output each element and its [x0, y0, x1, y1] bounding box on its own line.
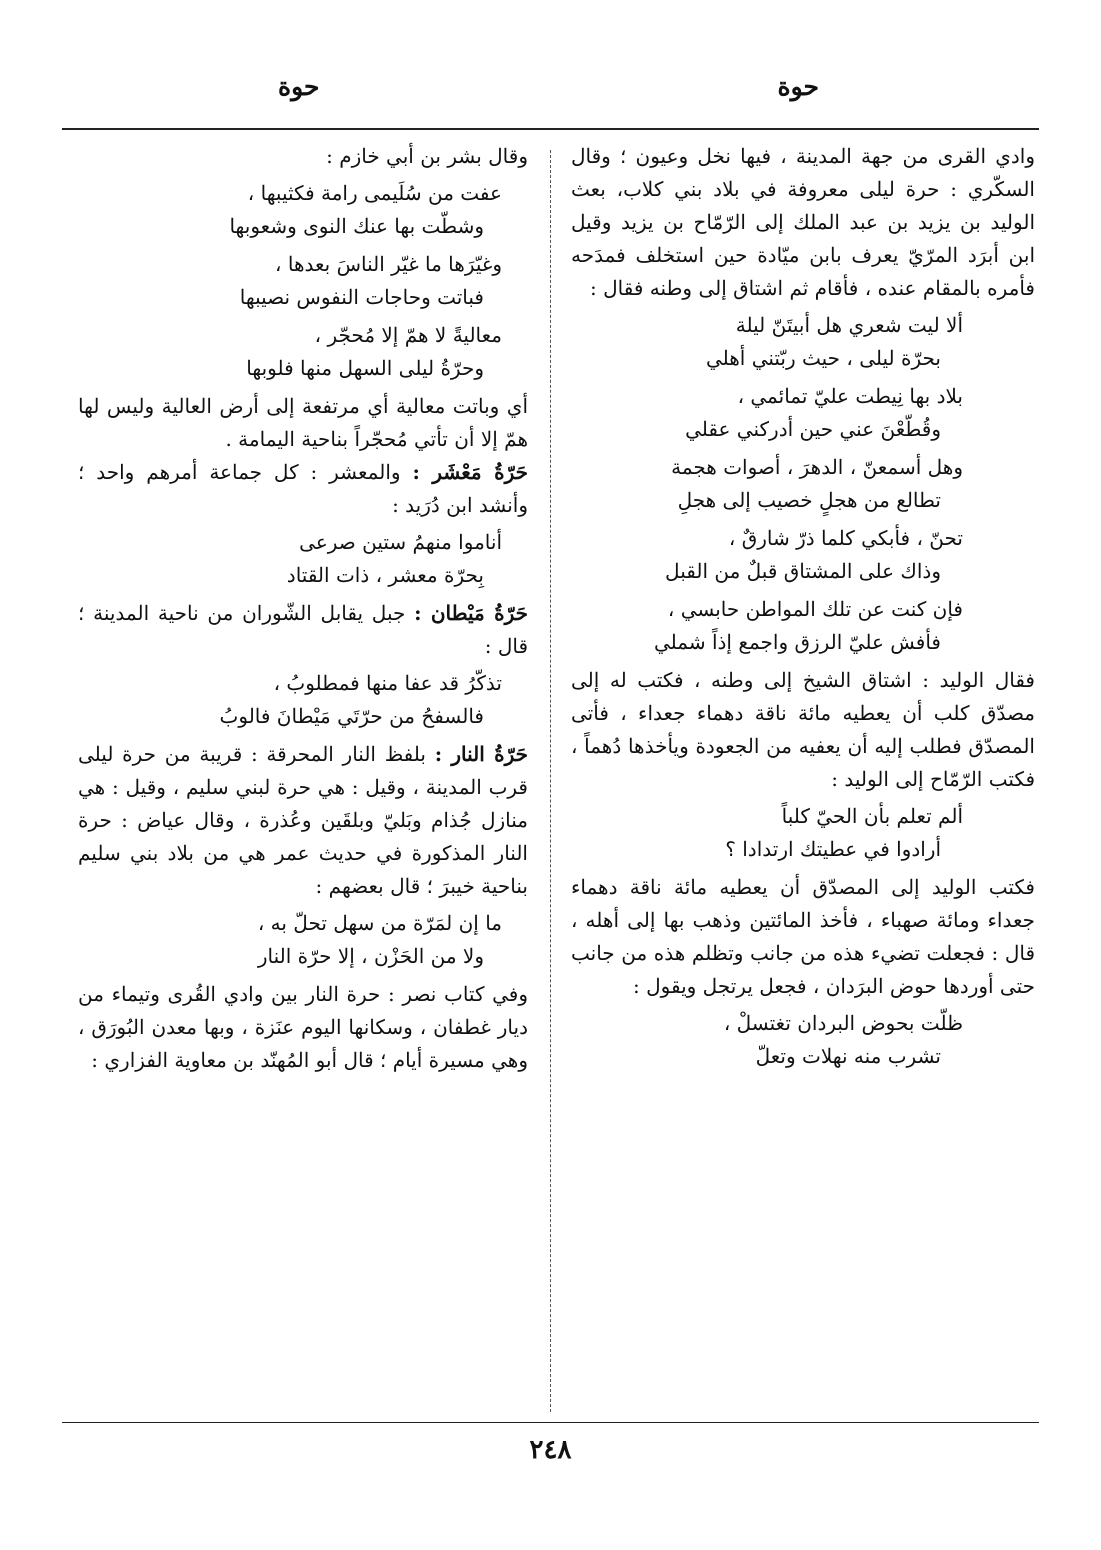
verse-line: تطالع من هجلٍ خصيب إلى هجلِ — [677, 488, 941, 512]
verse-line: عفت من سُلَيمى رامة فكثيبها ، — [247, 181, 502, 205]
paragraph: وادي القرى من جهة المدينة ، فيها نخل وعيون ؛ وقال السكّري : حرة ليلى معروفة في بلاد بني كلاب، بعث الوليد بن يزيد بن عبد الملك إلى الرّمّاح بن يزيد وقيل ابن أبرَد المرّيّ يعرف بابن ميّادة حين استخلف فمدَحه فأمره بالمقام عنده ، فأقام ثم اشتاق إلى وطنه فقال : — [571, 144, 1035, 300]
paragraph: فقال الوليد : اشتاق الشيخ إلى وطنه ، فكتب له إلى مصدّق كلب أن يعطيه مائة ناقة دهماء جعداء ، فأتى المصدّق فطلب إليه أن يعفيه من الجعودة ويأخذها دُهماً ، فكتب الرّمّاح إلى الوليد : — [571, 668, 1035, 791]
verse-line: تحنّ ، فأبكي كلما ذرّ شارقٌ ، — [728, 526, 963, 550]
verse-line: ألا ليت شعري هل أبيتَنّ ليلة — [735, 313, 963, 337]
poem — [571, 593, 1035, 659]
verse-line: تشرب منه نهلات وتعلّ — [755, 1044, 941, 1068]
verse-line: فإن كنت عن تلك المواطن حابسي ، — [667, 597, 963, 621]
paragraph: وفي كتاب نصر : حرة النار بين وادي القُرى وتيماء من ديار غطفان ، وسكانها اليوم عنَزة ، وبها معدن البُورَق ، وهي مسيرة أيام ؛ قال أبو المُهنّد بن معاوية الفزاري : — [78, 982, 528, 1072]
poem — [571, 1007, 1035, 1073]
column-divider — [550, 150, 551, 1412]
verse-line: ولا من الحَزْن ، إلا حرّة النار — [257, 944, 484, 968]
poem — [571, 522, 1035, 588]
verse-line: بلاد بها نِيطت عليّ تمائمي ، — [737, 384, 963, 408]
poem — [78, 248, 528, 314]
verse-line: تذكّرُ قد عفا منها فمطلوبُ ، — [273, 671, 502, 695]
footer-rule — [62, 1422, 1039, 1423]
paragraph: أي وباتت معالية أي مرتفعة إلى أرض العالية وليس لها همّ إلا أن تأتي مُحجّراً بناحية اليمامة . — [78, 394, 528, 451]
verse-line: وهل أسمعنّ ، الدهرَ ، أصوات هجمة — [671, 455, 963, 479]
page-number: ٢٤٨ — [529, 1435, 572, 1465]
running-header-left: حوة — [278, 72, 320, 101]
poem — [571, 451, 1035, 517]
verse-line: ما إن لمَرّة من سهل تحلّ به ، — [257, 911, 502, 935]
verse-line: فالسفحُ من حرّتَي مَيْطانَ فالوبُ — [219, 704, 484, 728]
verse-line: ألم تعلم بأن الحيّ كلباً — [781, 804, 963, 828]
verse-line: فباتت وحاجات النفوس نصيبها — [239, 285, 484, 309]
poem — [571, 800, 1035, 866]
entry-paragraph — [78, 456, 528, 522]
entry-text: جبل يقابل الشّوران من ناحية المدينة ؛ قال : — [78, 601, 528, 658]
entry-headword: حَرّةُ النار : — [434, 742, 529, 766]
entry-headword: حَرّةُ مَعْشَر : — [412, 460, 529, 484]
verse-line: وذاك على المشتاق قبلٌ من القبل — [665, 559, 941, 583]
verse-line: أرادوا في عطيتك ارتدادا ؟ — [725, 837, 941, 861]
entry-paragraph — [78, 597, 528, 663]
paragraph: فكتب الوليد إلى المصدّق أن يعطيه مائة ناقة دهماء جعداء ومائة صهباء ، فأخذ المائتين وذهب بها إلى أهله ، قال : فجعلت تضيء هذه من جانب وتظلم هذه من جانب حتى أوردها حوض البرَدان ، فجعل يرتجل ويقول : — [571, 875, 1035, 998]
left-column — [78, 140, 528, 1077]
verse-line: فأفش عليّ الرزق واجمع إذاً شملي — [653, 630, 941, 654]
entry-paragraph — [78, 738, 528, 903]
verse-line: ظلّت بحوض البردان تغتسلْ ، — [723, 1011, 963, 1035]
verse-line: وغيّرَها ما غيّر الناسَ بعدها ، — [275, 252, 502, 276]
entry-headword: حَرّةُ مَيْطان : — [414, 601, 528, 625]
verse-line: بحرّة ليلى ، حيث ربّتني أهلي — [705, 346, 941, 370]
paragraph: وقال بشر بن أبي خازم : — [326, 144, 528, 168]
poem — [78, 667, 528, 733]
poem — [78, 907, 528, 973]
verse-line: بِحرّة معشر ، ذات القتاد — [286, 563, 484, 587]
poem — [78, 319, 528, 385]
poem — [78, 177, 528, 243]
entry-text: بلفظ النار المحرقة : قريبة من حرة ليلى قرب المدينة ، وقيل : هي حرة لبني سليم ، وقيل : هي منازل جُذام وبَليّ وبلقَين وعُذرة ، وقال عياض : حرة النار المذكورة في حديث عمر هي من بلاد بني سليم بناحية خيبرَ ؛ قال بعضهم : — [78, 742, 528, 898]
entry-text: والمعشر : كل جماعة أمرهم واحد ؛ وأنشد ابن دُرَيد : — [78, 460, 528, 517]
verse-line: وحرّةُ ليلى السهل منها فلوبها — [246, 356, 484, 380]
verse-line: معاليةً لا همّ إلا مُحجّر ، — [314, 323, 502, 347]
verse-line: وقُطّعْنَ عني حين أدركني عقلي — [685, 417, 941, 441]
poem — [571, 380, 1035, 446]
running-header-right: حوة — [777, 72, 819, 101]
right-column — [571, 140, 1035, 1078]
poem — [571, 309, 1035, 375]
poem — [78, 526, 528, 592]
header-rule — [62, 128, 1039, 130]
verse-line: أناموا منهمُ ستين صرعى — [299, 530, 502, 554]
verse-line: وشطّت بها عنك النوى وشعوبها — [229, 214, 484, 238]
